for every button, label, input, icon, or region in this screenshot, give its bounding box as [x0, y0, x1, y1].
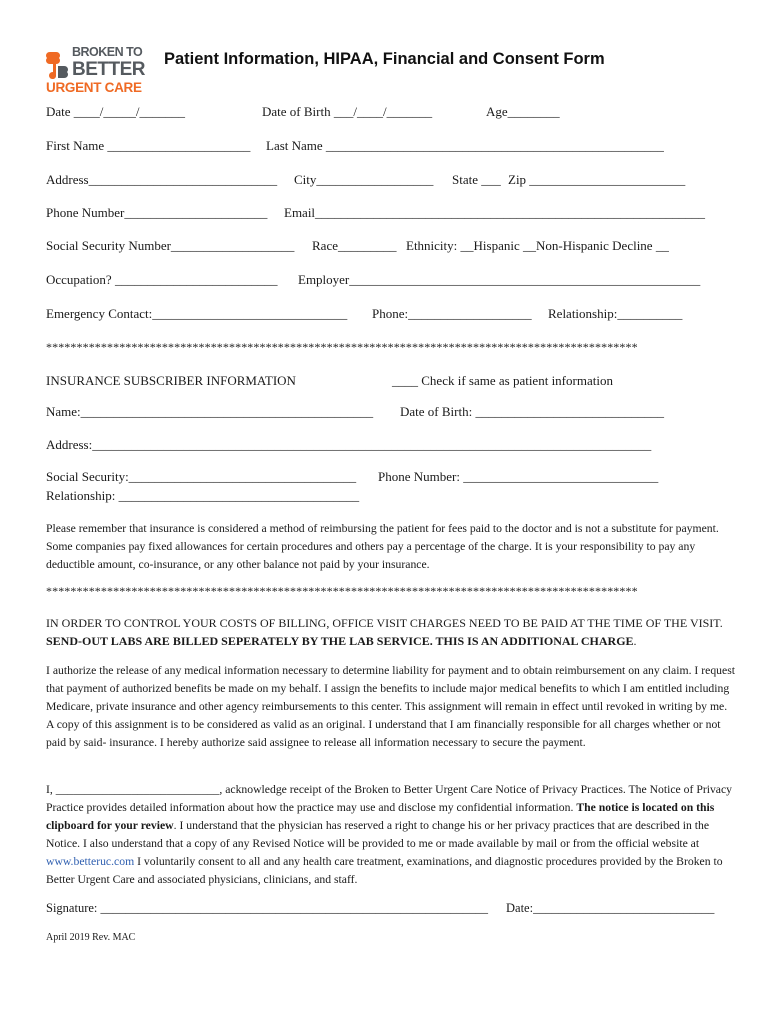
- revision-footer: April 2019 Rev. MAC: [46, 932, 136, 943]
- logo-line3: URGENT CARE: [46, 80, 142, 95]
- same-as-patient-check[interactable]: ____ Check if same as patient information: [392, 373, 613, 388]
- billing-text: IN ORDER TO CONTROL YOUR COSTS OF BILLING, OFFICE VISIT CHARGES NEED TO BE PAID AT THE TIME OF THE VISIT.: [46, 616, 723, 630]
- employer-field[interactable]: Employer______________________________________________________: [298, 272, 701, 287]
- race-field[interactable]: Race_________: [312, 238, 397, 253]
- subscriber-address-field[interactable]: Address:______________________________________________________________________________________: [46, 437, 652, 452]
- consent-paragraph: [46, 781, 736, 889]
- first-name-field[interactable]: First Name ______________________: [46, 138, 251, 153]
- last-name-field[interactable]: Last Name ____________________________________________________: [266, 138, 664, 153]
- insurance-note: Please remember that insurance is considered a method of reimbursing the patient for fees paid to the doctor and is not a substitute for payment. Some companies pay fixed allowances for certain procedures and others pay a percentage of the charge. It is your responsibility to pay any deductible amount, co-insurance, or any other balance not paid by your insurance.: [46, 522, 719, 571]
- consent-bold: The notice is located on this clipboard for your review: [46, 801, 715, 832]
- city-field[interactable]: City__________________: [294, 172, 434, 187]
- logo-line1: BROKEN TO: [72, 45, 143, 59]
- emergency-relationship-field[interactable]: Relationship:__________: [548, 306, 683, 321]
- clinic-logo: [44, 46, 156, 96]
- billing-notice: [46, 614, 736, 650]
- subscriber-name-field[interactable]: Name:_____________________________________________: [46, 404, 374, 419]
- zip-field[interactable]: Zip ________________________: [508, 172, 686, 187]
- logo-wordmark: [72, 46, 145, 79]
- subscriber-ssn-field[interactable]: Social Security:___________________________________: [46, 469, 357, 484]
- emergency-contact-field[interactable]: Emergency Contact:______________________________: [46, 306, 348, 321]
- phone-field[interactable]: Phone Number______________________: [46, 205, 268, 220]
- state-field[interactable]: State ___: [452, 172, 501, 187]
- website-link[interactable]: www.betteruc.com: [46, 855, 135, 868]
- ssn-field[interactable]: Social Security Number___________________: [46, 238, 295, 253]
- separator-2: *************************************************************************************************: [46, 584, 638, 598]
- signature-field[interactable]: Signature: ______________________________________________________________: [46, 901, 489, 915]
- emergency-phone-field[interactable]: Phone:___________________: [372, 306, 532, 321]
- page-title: Patient Information, HIPAA, Financial and Consent Form: [164, 50, 605, 68]
- address-field[interactable]: Address_____________________________: [46, 172, 278, 187]
- billing-bold: SEND-OUT LABS ARE BILLED SEPERATELY BY THE LAB SERVICE. THIS IS AN ADDITIONAL CHARGE: [46, 634, 634, 648]
- date-field[interactable]: Date ____/_____/_______: [46, 104, 186, 119]
- signature-date-field[interactable]: Date:_____________________________: [506, 901, 715, 915]
- subscriber-phone-field[interactable]: Phone Number: ______________________________: [378, 469, 659, 484]
- consent-part2: . I understand that the physician has reserved a right to change his or her privacy practices that are described in the Notice. I also understand that a copy of any Revised Notice will be provided to me or made available by mail or from the official website at: [46, 819, 710, 850]
- occupation-field[interactable]: Occupation? _________________________: [46, 272, 278, 287]
- authorization-paragraph: I authorize the release of any medical information necessary to determine liability for payment and to obtain reimbursement on any claim. I request that payment of authorized benefits be made on my behalf. I assign the benefits to include major medical benefits to which I am entitled including Medicare, private insurance and other agency reimbursements to this center. This assignment will remain in effect until revoked in writing by me. A copy of this assignment is to be considered as valid as an original. I understand that I am financially responsible for all charges whether or not paid by said- insurance. I hereby authorize said assignee to release all information necessary to secure the payment.: [46, 664, 735, 749]
- bone-icon: [44, 50, 70, 80]
- subscriber-dob-field[interactable]: Date of Birth: _____________________________: [400, 404, 664, 419]
- consent-part3: I voluntarily consent to all and any health care treatment, examinations, and diagnostic procedures provided by the Broken to Better Urgent Care and associated physicians, clinicians, and staff.: [46, 855, 723, 886]
- billing-end: .: [633, 634, 637, 648]
- ethnicity-field[interactable]: Ethnicity: __Hispanic __Non-Hispanic Decline __: [406, 238, 669, 253]
- insurance-heading: INSURANCE SUBSCRIBER INFORMATION: [46, 373, 296, 388]
- email-field[interactable]: Email____________________________________________________________: [284, 205, 706, 220]
- consent-part1: I, ____________________________, acknowledge receipt of the Broken to Better Urgent Care Notice of Privacy Practices. The Notice of Privacy Practice provides detailed information about how the practice may use and disclose my confidential information.: [46, 783, 733, 814]
- subscriber-relationship-field[interactable]: Relationship: _____________________________________: [46, 488, 360, 503]
- separator-1: *************************************************************************************************: [46, 340, 638, 354]
- logo-line2: BETTER: [72, 58, 145, 80]
- age-field[interactable]: Age________: [486, 104, 560, 119]
- dob-field[interactable]: Date of Birth ___/____/_______: [262, 104, 433, 119]
